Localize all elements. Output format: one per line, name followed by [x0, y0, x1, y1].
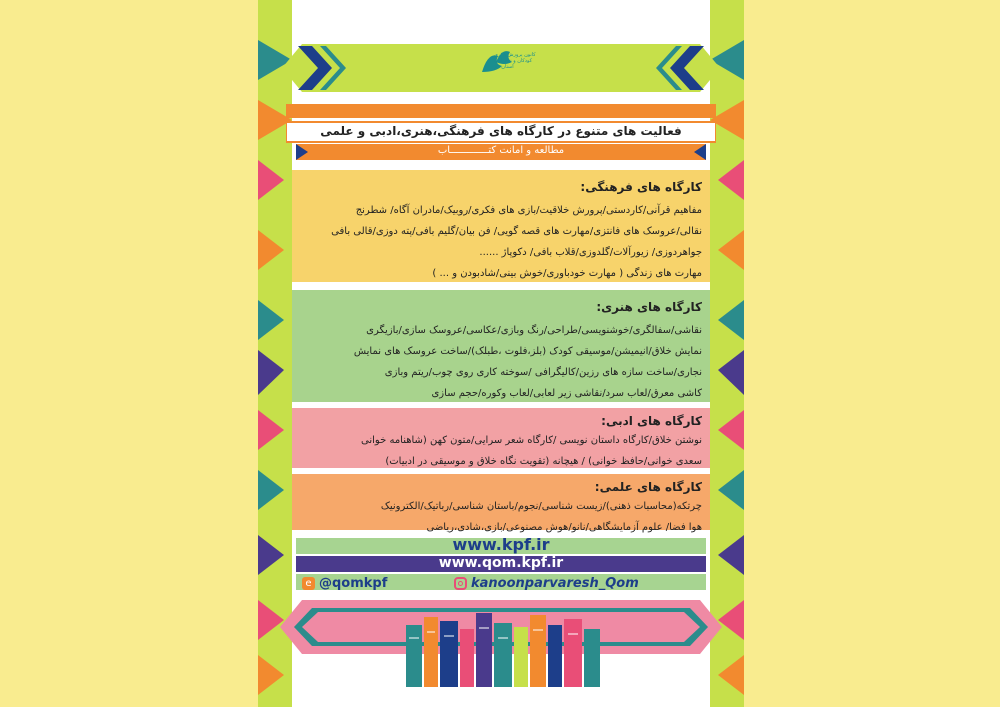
section-line: نجاری/ساخت سازه های رزین/کالیگرافی /سوخته کاری روی چوب/ریتم وبازی	[384, 367, 702, 378]
section-line: مهارت های زندگی ( مهارت خودباوری/خوش بینی/شادبودن و ... )	[432, 268, 702, 279]
section-line: جواهردوزی/ زیورآلات/گلدوزی/قلاب بافی/ دکوپاژ ......	[479, 247, 702, 258]
logo-line: استان قم	[494, 64, 514, 70]
section-heading: کارگاه های ادبی:	[601, 414, 702, 428]
section-cultural	[292, 170, 710, 282]
social-instagram[interactable]	[454, 574, 639, 592]
section-artistic	[292, 290, 710, 402]
eitaa-icon: e	[302, 577, 315, 590]
provincial-website-link[interactable]: www.qom.kpf.ir	[438, 555, 564, 571]
section-heading: کارگاه های هنری:	[596, 300, 702, 314]
instagram-icon	[454, 577, 467, 590]
social-eitaa[interactable]	[302, 574, 387, 592]
section-literary	[292, 408, 710, 468]
website-link[interactable]: www.kpf.ir	[452, 535, 550, 554]
section-line: نوشتن خلاق/کارگاه داستان نویسی /کارگاه شعر سرایی/متون کهن (شاهنامه خوانی	[361, 435, 702, 446]
section-line: هوا فضا/ علوم آزمایشگاهی/نانو/هوش مصنوعی/بازی،شادی،ریاضی	[426, 522, 702, 533]
section-line: نقاشی/سفالگری/خوشنویسی/طراحی/رنگ وبازی/عکاسی/عروسک سازی/بازیگری	[366, 325, 702, 336]
logo-line: کودکان و نوجوانان	[494, 58, 532, 64]
page-title: فعالیت های متنوع در کارگاه های فرهنگی،هنری،ادبی و علمی	[320, 124, 682, 138]
books-illustration	[406, 607, 602, 687]
section-line: کاشی معرق/لعاب سرد/نقاشی زیر لعابی/لعاب وکوره/حجم سازی	[431, 388, 702, 399]
section-heading: کارگاه های فرهنگی:	[580, 180, 702, 194]
section-line: سعدی خوانی/حافظ خوانی) / هیچانه (تقویت نگاه خلاق و موسیقی در ادبیات)	[385, 456, 702, 467]
section-line: مفاهیم قرآنی/کاردستی/پرورش خلاقیت/بازی های فکری/روبیک/مادران آگاه/ شطرنج	[355, 205, 702, 216]
section-line: چرتکه(محاسبات ذهنی)/زیست شناسی/نجوم/باستان شناسی/رباتیک/الکترونیک	[380, 501, 702, 512]
section-scientific	[292, 474, 710, 533]
page-subtitle: مطالعه و امانت کتـــــــــــــاب	[437, 145, 565, 156]
instagram-handle: kanoonparvaresh_Qom	[471, 575, 639, 591]
poster	[258, 0, 744, 707]
section-heading: کارگاه های علمی:	[594, 480, 702, 494]
logo-line: کانون پرورش فکری	[494, 52, 536, 58]
section-line: نقالی/عروسک های فانتزی/مهارت های قصه گویی/ فن بیان/گلیم بافی/پته دوزی/قالی بافی	[331, 226, 702, 237]
eitaa-handle: @qomkpf	[319, 575, 388, 591]
logo-org-name	[494, 52, 564, 70]
section-line: نمایش خلاق/انیمیشن/موسیقی کودک (بلز،فلوت ،طبلک)/ساخت عروسک های نمایش	[353, 346, 702, 357]
